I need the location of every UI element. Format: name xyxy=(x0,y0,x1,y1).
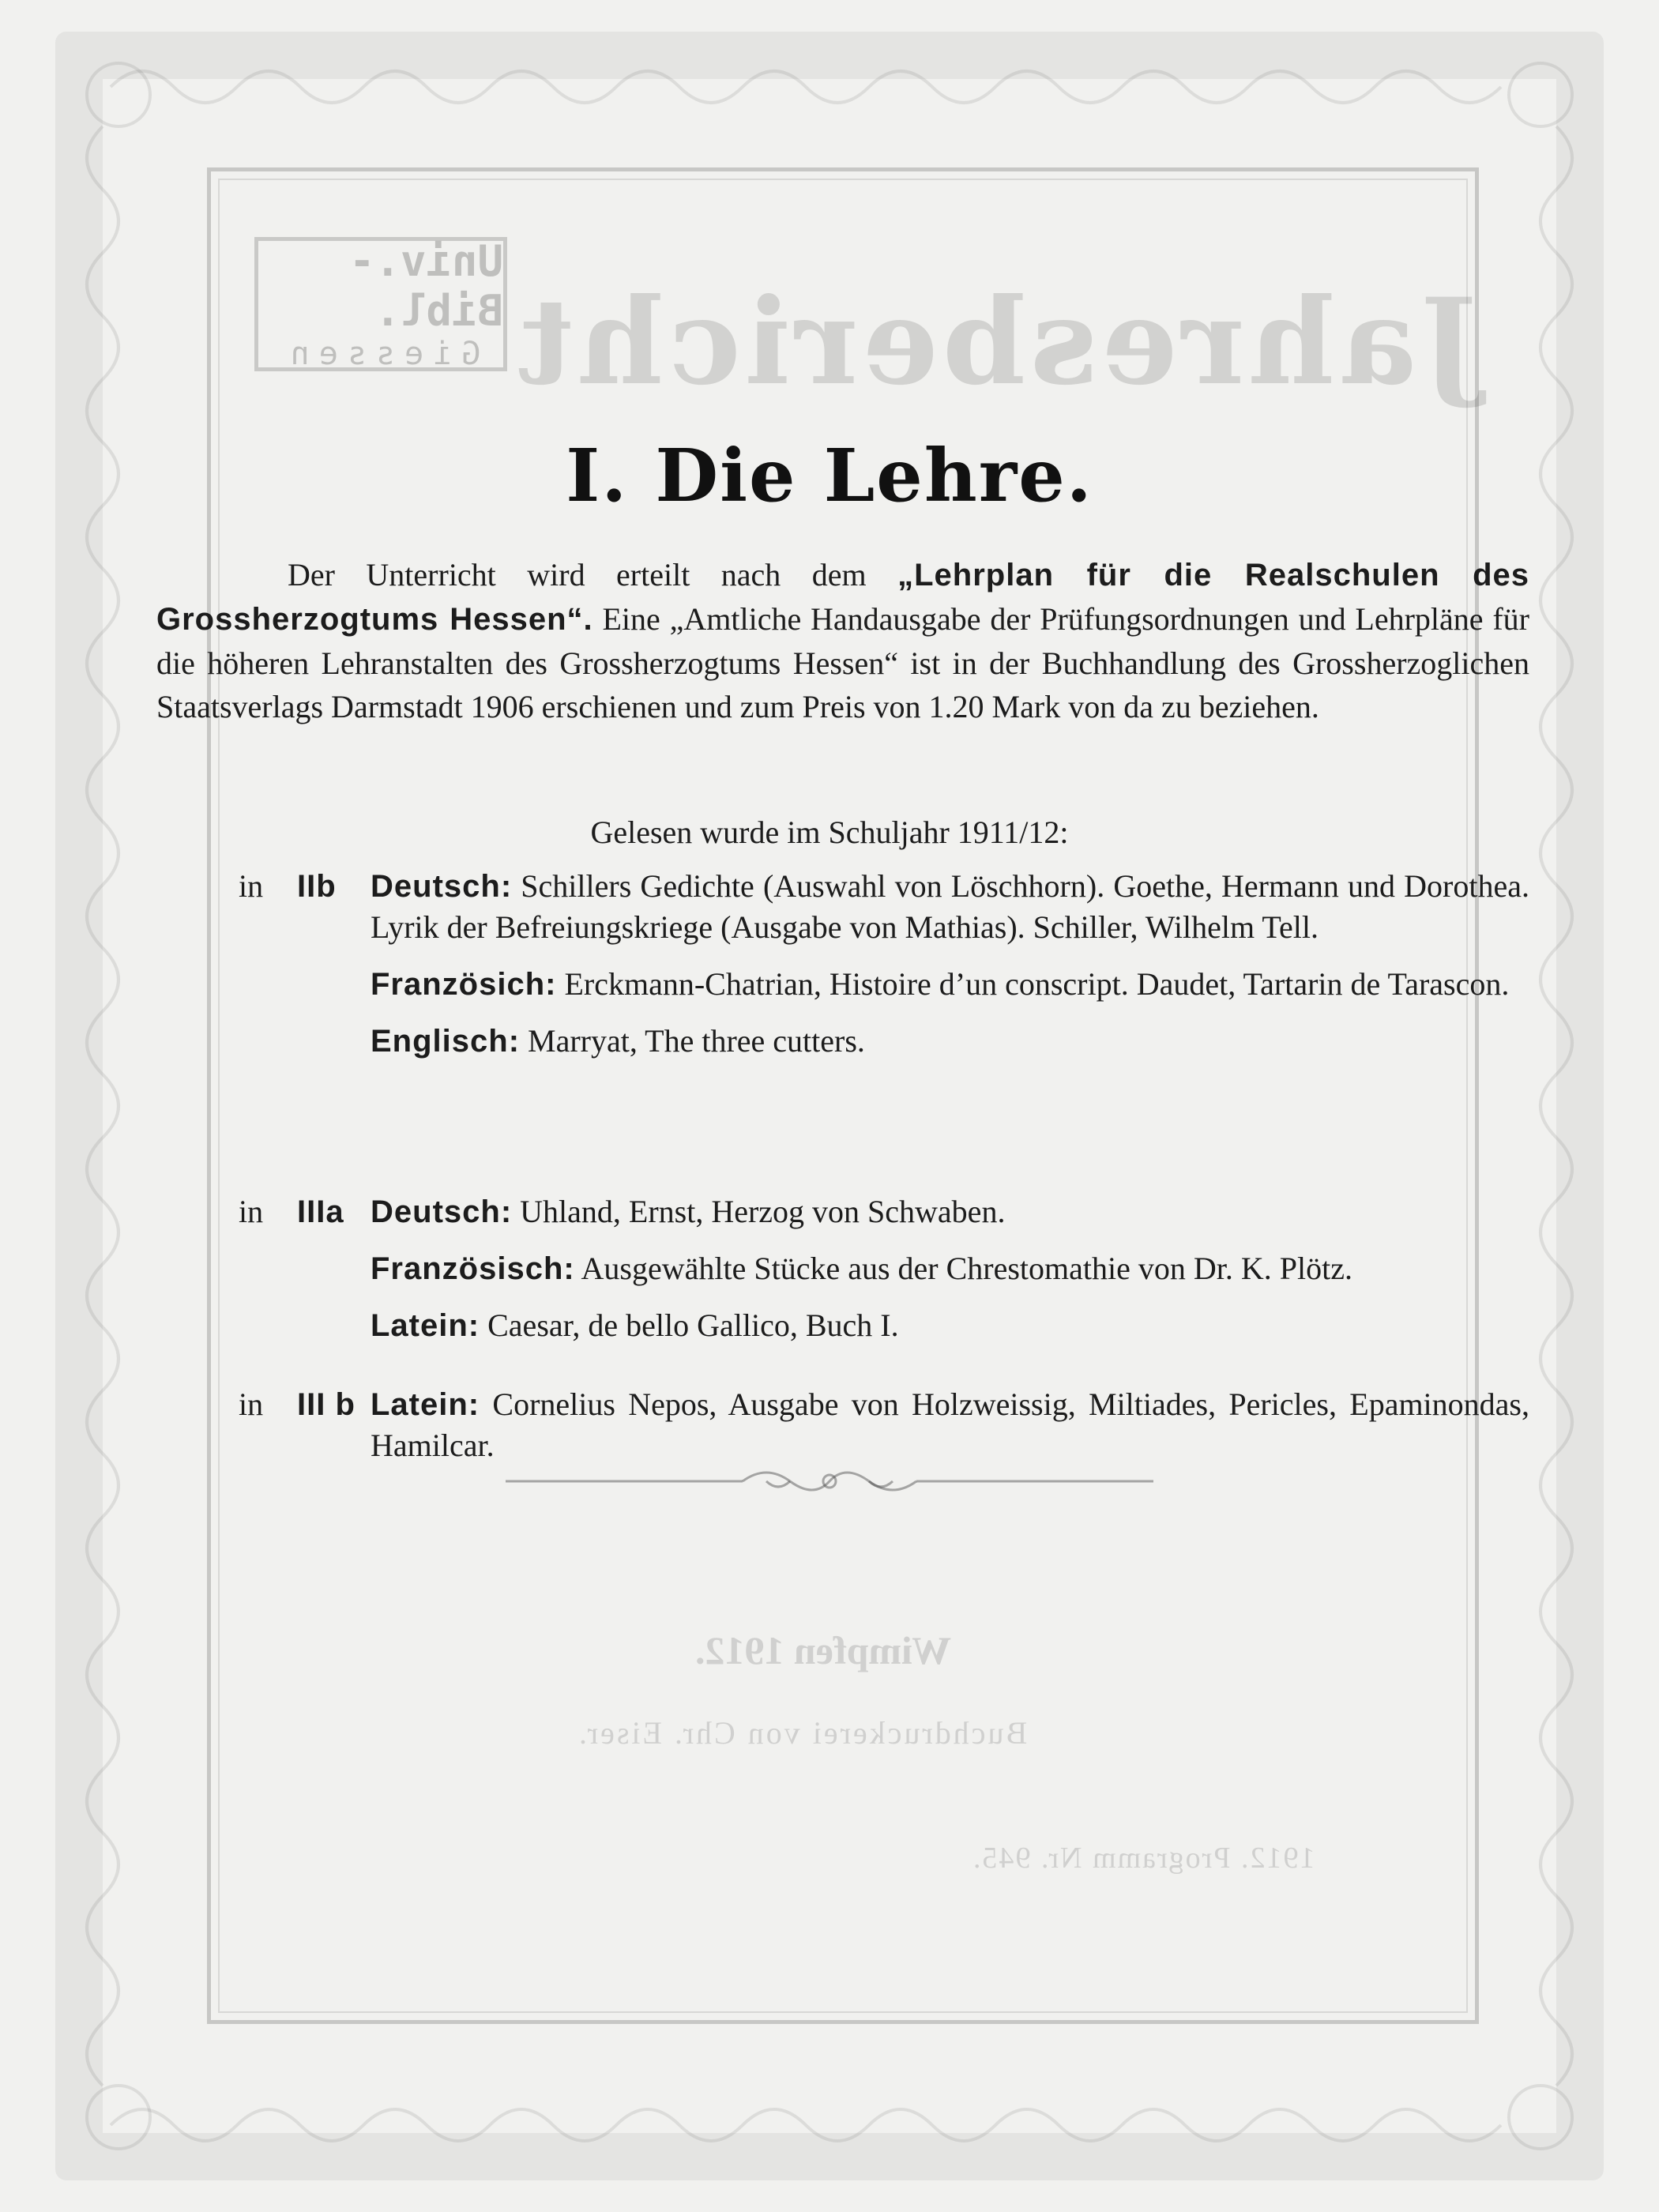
ornamental-divider xyxy=(506,1462,1153,1501)
reading-heading: Gelesen wurde im Schuljahr 1911/12: xyxy=(590,814,1069,850)
library-stamp xyxy=(254,237,507,371)
subject-label: Latein: xyxy=(371,1308,480,1343)
stamp-line-1: Univ.-Bibl. xyxy=(348,236,503,336)
showthrough-printer: Buchdruckerei von Chr. Eiser. xyxy=(577,1715,1028,1751)
intro-paragraph xyxy=(156,553,1529,728)
reading-entry xyxy=(371,1305,1529,1346)
reading-entry xyxy=(371,866,1529,948)
class-prefix: in xyxy=(239,1194,264,1229)
reading-entry xyxy=(371,1191,1529,1232)
subject-label: Deutsch: xyxy=(371,869,513,904)
class-prefix: in xyxy=(239,868,264,904)
showthrough-heading: Jahresbericht xyxy=(514,273,1478,412)
class-label: IIb xyxy=(297,869,337,904)
reading-entry xyxy=(371,1248,1529,1289)
reading-entry xyxy=(371,1384,1529,1466)
page-title: I. Die Lehre. xyxy=(566,433,1093,518)
reading-text: Caesar, de bello Gallico, Buch I. xyxy=(480,1307,899,1343)
showthrough-place: Wimpfen 1912. xyxy=(695,1628,952,1672)
reading-text: Schillers Gedichte (Auswahl von Löschhorn). Goethe, Hermann und Dorothea. Lyrik der Befreiungskriege (Ausgabe von Mathias). Schiller, Wilhelm Tell. xyxy=(371,868,1529,945)
showthrough-program: 1912. Programm Nr. 945. xyxy=(972,1841,1315,1875)
subject-label: Deutsch: xyxy=(371,1194,513,1229)
stamp-line-2: Giessen xyxy=(280,336,481,372)
subject-label: Französisch: xyxy=(371,1251,575,1286)
subject-label: Französich: xyxy=(371,967,557,1002)
reading-text: Uhland, Ernst, Herzog von Schwaben. xyxy=(512,1194,1006,1229)
reading-text: Ausgewählte Stücke aus der Chrestomathie von Dr. K. Plötz. xyxy=(574,1251,1352,1286)
intro-post: Eine „Amtliche Handausgabe der Prüfungsordnungen und Lehrpläne für die höheren Lehranstalten des Grossherzogtums Hessen“ ist in der Buchhandlung des Grossherzoglichen Staatsverlags Darmstadt 1906 erschienen und zum Preis von 1.20 Mark von da zu beziehen. xyxy=(156,601,1529,724)
class-group-iib xyxy=(239,866,1529,1078)
subject-label: Latein: xyxy=(371,1387,480,1422)
reading-entry xyxy=(371,964,1529,1005)
class-group-iiia xyxy=(239,1191,1529,1362)
reading-text: Cornelius Nepos, Ausgabe von Holzweissig, Miltiades, Pericles, Epaminondas, Hamilcar. xyxy=(371,1386,1529,1463)
reading-entry xyxy=(371,1021,1529,1062)
subject-label: Englisch: xyxy=(371,1024,521,1059)
reading-text: Marryat, The three cutters. xyxy=(520,1023,865,1059)
class-prefix: in xyxy=(239,1386,264,1422)
reading-text: Erckmann-Chatrian, Histoire d’un conscript. Daudet, Tartarin de Tarascon. xyxy=(556,966,1510,1002)
class-label: IIIa xyxy=(297,1194,344,1229)
intro-curriculum-title: „Lehrplan für die Realschulen des Grossherzogtums Hessen“. xyxy=(156,558,1530,637)
intro-pre: Der Unterricht wird erteilt nach dem xyxy=(288,557,898,592)
class-label: III b xyxy=(297,1387,356,1422)
